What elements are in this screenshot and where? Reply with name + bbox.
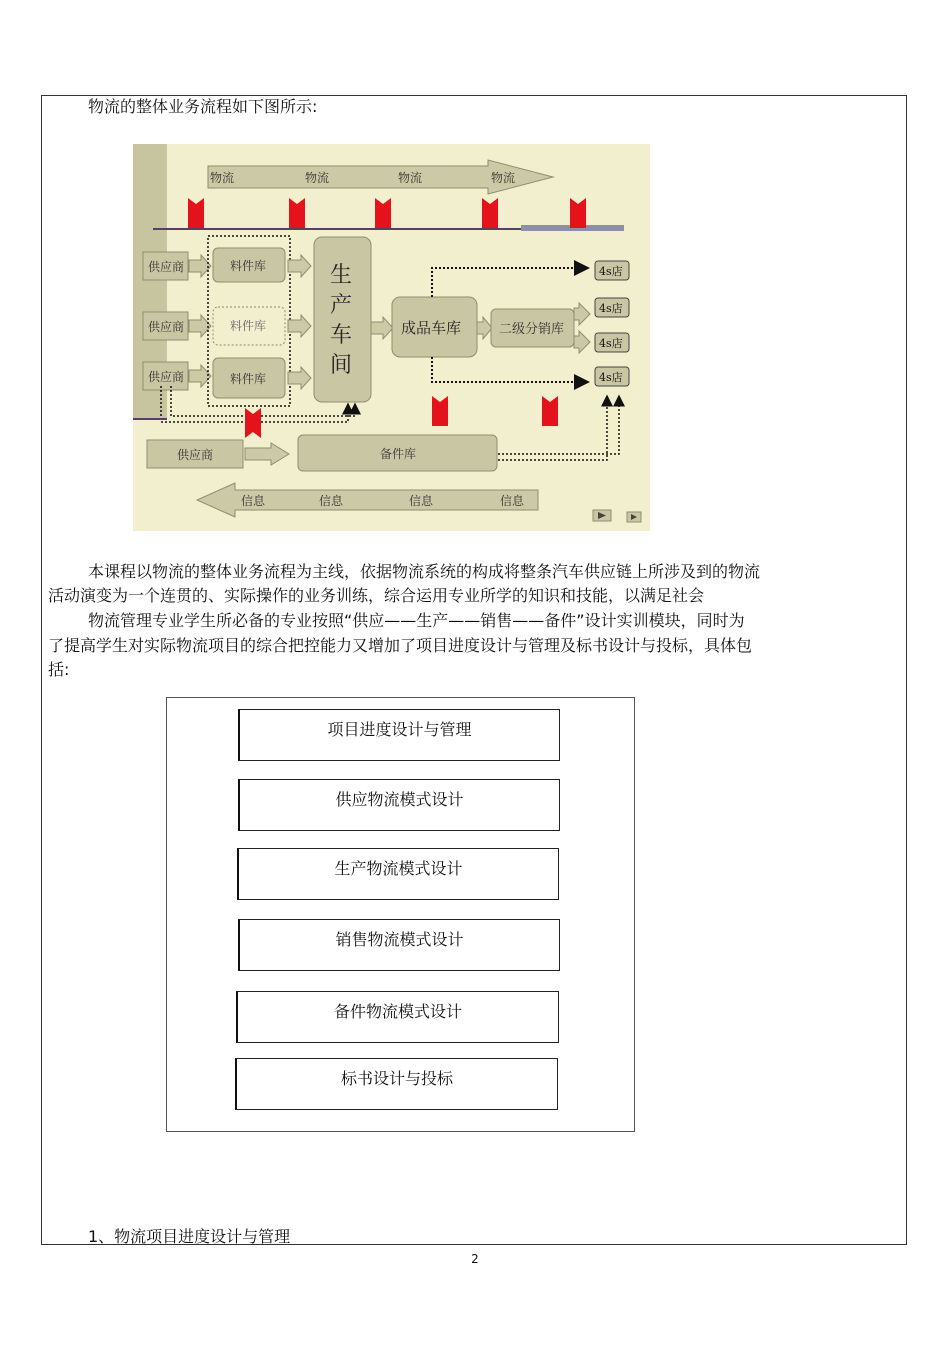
dealer-label: 4s店 [599,302,623,315]
dealer-label: 4s店 [599,265,623,278]
logistics-label: 物流 [398,171,423,185]
spare-parts-label: 备件库 [380,447,417,461]
paragraph-line: 本课程以物流的整体业务流程为主线，依据物流系统的构成将整条汽车供应链上所涉及到的物流 [88,562,761,581]
dealer-label: 4s店 [599,337,623,350]
module-box: 供应物流模式设计 [238,779,560,831]
logistics-label: 物流 [305,171,330,185]
dealer-label: 4s店 [599,371,623,384]
module-box: 项目进度设计与管理 [238,709,560,761]
logistics-flow-diagram [133,144,650,531]
logistics-label: 物流 [491,171,516,185]
supplier-label: 供应商 [177,448,214,462]
intro-line: 物流的整体业务流程如下图所示: [88,97,318,116]
material-store-label: 料件库 [230,372,267,386]
module-box: 标书设计与投标 [235,1058,558,1110]
page-number: 2 [471,1252,479,1266]
material-store-label: 料件库 [230,319,267,333]
supplier-label: 供应商 [148,260,185,274]
workshop-label: 产 [330,293,353,318]
information-label: 信息 [241,494,266,508]
paragraph-line: 活动演变为一个连贯的、实际操作的业务训练，综合运用专业所学的知识和技能，以满足社会 [48,586,705,605]
module-box: 备件物流模式设计 [236,991,559,1043]
supplier-label: 供应商 [148,370,185,384]
information-label: 信息 [500,494,525,508]
paragraph-line: 物流管理专业学生所必备的专业按照“供应——生产——销售——备件”设计实训模块，同时为 [88,611,745,630]
finished-store-label: 成品车库 [401,319,462,337]
distributor-label: 二级分销库 [499,322,565,337]
section-heading: 1、物流项目进度设计与管理 [88,1227,291,1246]
paragraph-line: 括: [48,660,70,679]
information-label: 信息 [319,494,344,508]
module-box: 销售物流模式设计 [238,919,560,971]
module-box: 生产物流模式设计 [237,848,559,900]
information-label: 信息 [409,494,434,508]
supplier-label: 供应商 [148,320,185,334]
workshop-label: 车 [330,323,353,348]
logistics-label: 物流 [210,171,235,185]
paragraph-line: 了提高学生对实际物流项目的综合把控能力又增加了项目进度设计与管理及标书设计与投标，具体包 [48,636,753,655]
workshop-label: 生 [330,263,353,288]
material-store-label: 料件库 [230,259,267,273]
workshop-label: 间 [330,353,353,378]
